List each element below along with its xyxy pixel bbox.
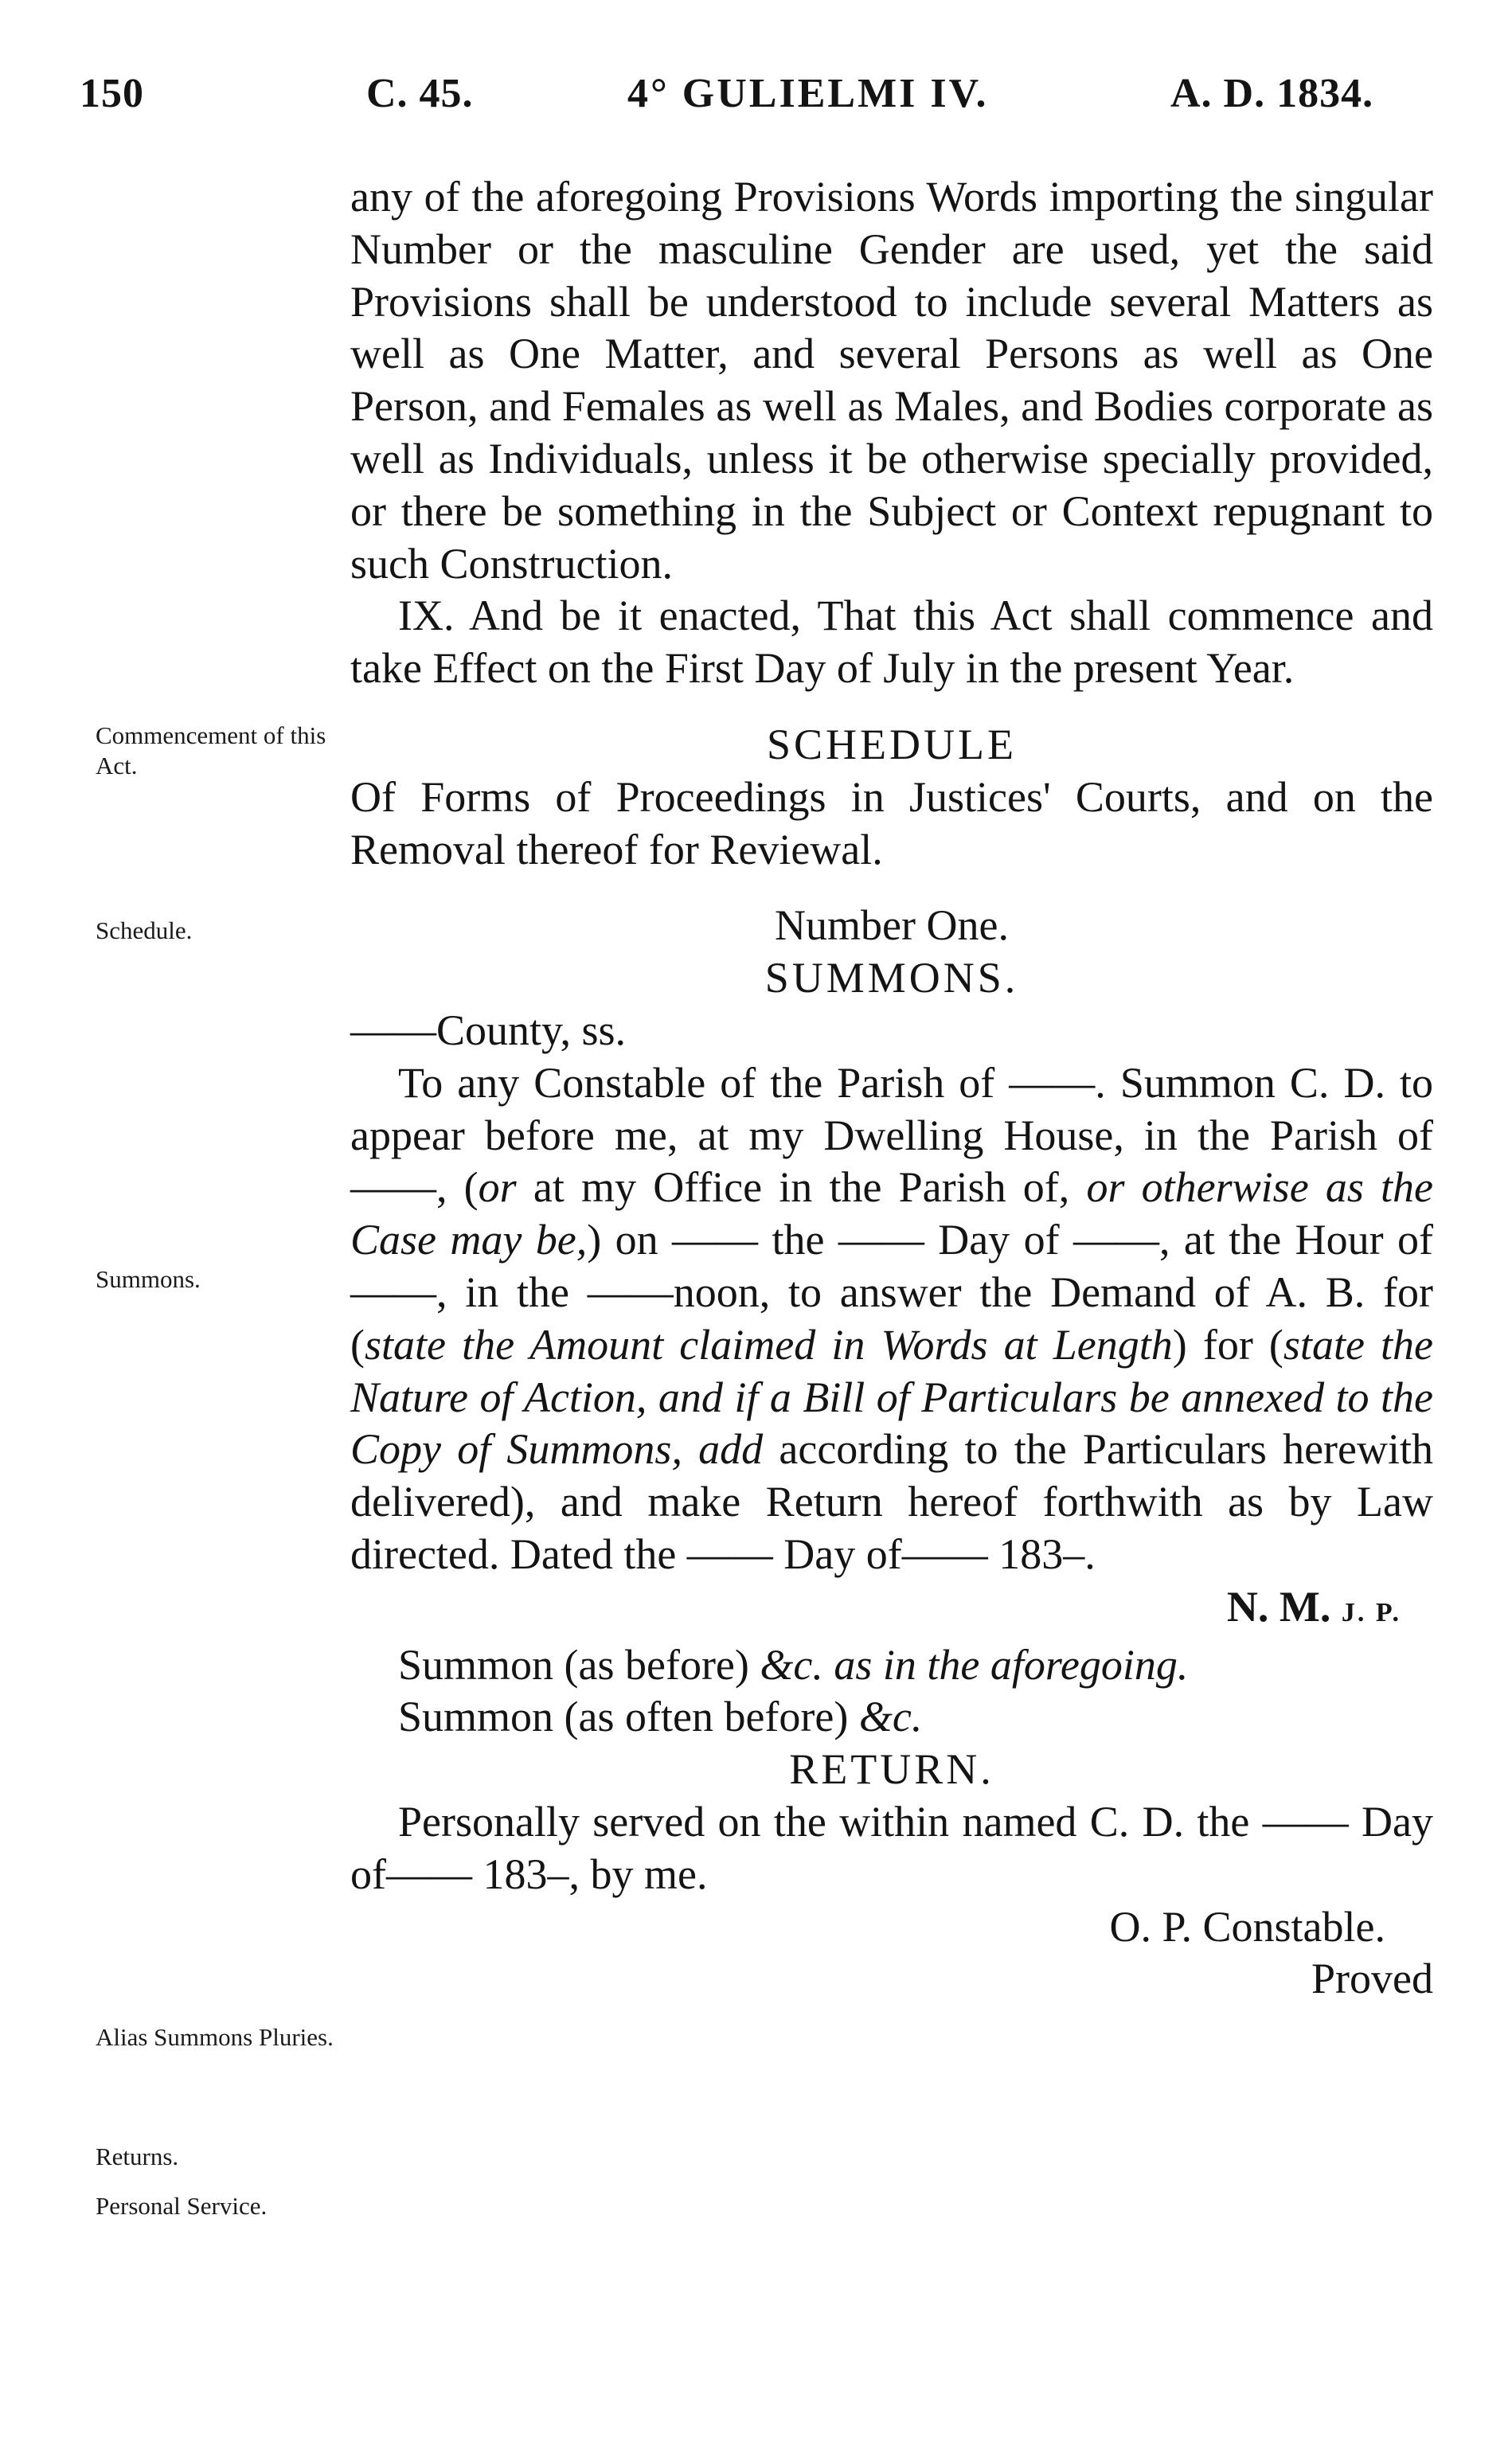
alias-italic: &c. as in the aforegoing. — [760, 1640, 1189, 1689]
chapter-number: C. 45. — [366, 71, 474, 116]
summons-italic-1: or — [478, 1163, 517, 1212]
alias-line — [350, 1639, 1433, 1692]
calendar-year: A. D. 1834. — [1170, 71, 1374, 116]
summons-text-2: at my Office in the Parish of, — [516, 1163, 1087, 1212]
county-line: ——County, ss. — [350, 1006, 627, 1054]
margin-note-schedule: Schedule. — [96, 916, 193, 944]
alias-text: Summon (as before) — [398, 1640, 760, 1689]
summons-italic-4: state the Nature of Action, and if a Bill of Particulars be annexed to the Copy of Summons, add — [350, 1320, 1433, 1474]
margin-note-commencement: Commencement of this Act. — [96, 721, 326, 779]
margin-note-personal-service: Personal Service. — [96, 2192, 268, 2220]
section-ix: IX. And be it enacted, That this Act shall commence and take Effect on the First Day of July in the present Year. — [350, 592, 1433, 693]
pluries-italic: &c. — [858, 1693, 923, 1741]
number-one: Number One. — [775, 901, 1009, 950]
justice-signature — [350, 1581, 1433, 1639]
schedule-heading: SCHEDULE — [767, 720, 1017, 768]
summons-text-5: according to the Particulars herewith delivered), and make Return hereof forthwith as by Law directed. Dated the —— Day of—— 183–. — [350, 1425, 1433, 1578]
regnal-year: 4° GULIELMI IV. — [627, 71, 989, 116]
schedule-subtitle: Of Forms of Proceedings in Justices' Courts, and on the Removal thereof for Reviewal. — [350, 772, 1433, 873]
summons-text-1: To any Constable of the Parish of ——. Summon C. D. to appear before me, at my Dwelling House, in the Parish of——, ( — [350, 1058, 1433, 1212]
summons-text-4: ) for ( — [1172, 1320, 1283, 1369]
summons-italic-2: or otherwise as the Case may be, — [350, 1163, 1434, 1264]
return-text: Personally served on the within named C. D. the —— Day of—— 183–, by me. — [350, 1797, 1433, 1898]
pluries-text: Summon (as often before) — [398, 1693, 859, 1741]
running-header — [80, 70, 1433, 134]
return-heading: RETURN. — [789, 1745, 994, 1794]
margin-note-summons: Summons. — [96, 1265, 201, 1293]
catchword: Proved — [1311, 1955, 1433, 2003]
summons-form — [350, 1057, 1433, 1581]
constable-signature: O. P. Constable. — [1109, 1902, 1385, 1951]
provisions-paragraph: any of the aforegoing Provisions Words importing the singular Number or the masculine Gender are used, yet the said Provisions shall be understood to include several Matters as well as One Matter, and several Persons as well as One Person, and Females as well as Males, and Bodies corporate as well as Individuals, unless it be otherwise specially provided, or there be something in the Subject or Context repugnant to such Construction. — [350, 173, 1433, 588]
margin-note-alias-pluries: Alias Summons Pluries. — [96, 2023, 334, 2051]
justice-title: J. P. — [1341, 1597, 1401, 1627]
summons-text-3: ) on —— the —— Day of ——, at the Hour of ——, in the ——noon, to answer the Demand of A. B. for ( — [350, 1216, 1433, 1369]
summons-heading: SUMMONS. — [764, 954, 1019, 1002]
justice-initials: N. M. — [1226, 1582, 1331, 1631]
pluries-line — [350, 1691, 1433, 1744]
body-text — [350, 171, 1433, 2006]
summons-italic-3: state the Amount claimed in Words at Length — [364, 1320, 1173, 1369]
page-number: 150 — [80, 71, 144, 116]
margin-note-returns: Returns. — [96, 2143, 179, 2170]
